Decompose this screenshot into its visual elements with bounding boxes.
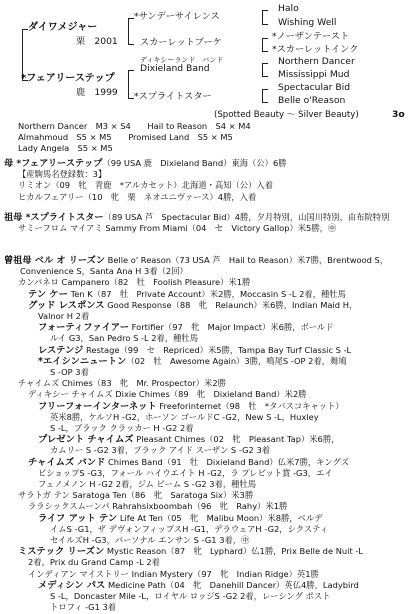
bracket-line — [262, 89, 268, 90]
dam-record-header: 【産駒馬名登録数：3】 — [18, 169, 107, 180]
family-line: Good Response（88 牝 Relaunch）米6勝，Indian Maid H， — [104, 299, 358, 310]
family-line: Medicine Path（04 牝 Danehill Dancer）英仏4勝，Ladybird — [105, 579, 359, 590]
bracket-line — [262, 24, 268, 25]
family-line: トロフィ -G1 3着 — [50, 602, 117, 613]
dam-offspring: ヒカルフェアリー（10 牝 栗 ネオユニヴァース）4勝，入着 — [18, 191, 257, 202]
family-line: サラトガ テン Saratoga Ten（86 牝 Saratoga Six）米3勝 — [18, 490, 254, 501]
ggp-8: Belle o'Reason — [278, 95, 346, 106]
family-line: （02 牡 Awesome Again）3勝，鳴尾S -OP 2着，舞鳩 — [126, 355, 347, 366]
dam-heading-detail: （99 USA 鹿 Dixieland Band）東海（公）6勝 — [102, 158, 287, 168]
family-line: ララシックスムーンパ Rahrahsixboombah（96 牝 Rahy）米1勝 — [28, 501, 288, 512]
dam-info: 鹿 1999 — [76, 87, 118, 98]
horse-name: フリーフォーインターネット — [38, 400, 157, 412]
family-line: ビショップS -G3，フォール ハイウエイト H -G2，ラ プレビット賞 -G3，エイ — [38, 467, 333, 478]
grandsire-2: Dixieland Band — [140, 63, 210, 74]
sire-name: ダイワメジャー — [28, 22, 98, 33]
family-line: インディアン マイストリー Indian Mystery（97 牝 Indian Ridge）英1勝 — [28, 568, 319, 579]
bracket-line — [128, 18, 129, 44]
family-line: Restage（99 セ Repriced）米5勝，Tampa Bay Turf Classic S -L — [83, 344, 352, 355]
horse-name: メディシン パス — [38, 579, 106, 591]
bracket-line — [262, 38, 268, 39]
sire-info: 栗 2001 — [76, 36, 118, 47]
family-line: 2着，Prix du Grand Camp -L 2着 — [28, 557, 160, 568]
bracket-line — [128, 70, 129, 98]
horse-name: プレゼント チャイムズ — [38, 434, 134, 446]
note-line: Almahmoud S5 × M5 Promised Land S5 × M5 — [18, 132, 233, 142]
bracket-line — [128, 70, 134, 71]
ggp-6: Mississippi Mud — [278, 69, 350, 80]
granddam-offspring: サミーフロム マイアミ Sammy From Miami（04 セ Victory Gallop）米5勝，㊥ — [18, 223, 337, 234]
grandsire-2-ruby: ディキシーランド バンド — [140, 56, 224, 64]
dam-heading: 母 *フェアリーステップ — [4, 158, 103, 169]
inbreeding-notes — [18, 121, 413, 154]
bracket-line — [128, 44, 134, 45]
family-line: S -L，Doncaster Mile -L，ロイヤル ロッジS -G2 2着，レーシング ポスト — [50, 591, 331, 602]
family-line: イムS -G1，ザ デヴォンフィップスH -G1，デラウェアH -G2，シクスティ — [50, 523, 328, 534]
ggp-2: Wishing Well — [278, 17, 337, 28]
note-line: Lady Angela S5 × M5 — [18, 143, 113, 153]
dam-offspring: リミオン（09 牝 青鹿 *アルカセット）北海道・高知（公）入着 — [18, 180, 273, 191]
granddam-heading-detail: （89 USA 芦 Spectacular Bid）4勝，夕月特別，山国川特別，由布院特別 — [103, 212, 390, 222]
family-line: カンパネロ Campanero（82 牡 Foolish Pleasure）米1勝 — [18, 277, 251, 288]
family-line: Mystic Reason（87 牝 Lyphard）仏1勝，Prix Belle de Nuit -L — [104, 546, 363, 557]
ggp-1: Halo — [278, 3, 299, 14]
family-line: Fortifier（97 牝 Major Impact）米6勝，ボールド — [129, 322, 334, 333]
family-line: Pleasant Chimes（02 牝 Pleasant Tap）米6勝， — [133, 434, 340, 445]
bracket-line — [262, 89, 263, 102]
horse-name: ライフ アット テン — [38, 512, 118, 524]
family-line: カムリー S -G2 3着，ブラック アイド スーザン S -G2 3着 — [50, 445, 271, 456]
horse-name: テン ケー — [28, 288, 68, 300]
granddam-1: スカーレットブーケ — [140, 37, 222, 48]
horse-name: チャイムズ バンド — [28, 456, 106, 468]
family-line: ルイ G3，San Pedro S -L 2着，種牡馬 — [50, 333, 199, 344]
bracket-line — [262, 76, 268, 77]
family-number: 3o — [392, 109, 405, 120]
horse-name: *エイシンニュートン — [38, 355, 127, 367]
bracket-line — [262, 38, 263, 51]
bracket-line — [262, 102, 268, 103]
family-line: ディキシー チャイムズ Dixie Chimes（89 牝 Dixieland Band）米2勝 — [28, 389, 307, 400]
family-line: Chimes Band（91 牡 Dixieland Band）仏米7勝，キングズ — [105, 456, 350, 467]
ggdam-heading: 曾祖母 ベル オ リーズン — [4, 255, 106, 266]
family-line: フェノメノン H -G2 2着，ジム ビーム S -G2 3着，種牡馬 — [38, 479, 257, 490]
family-line: チャイムズ Chimes（83 牝 Mr. Prospector）米2勝 — [18, 378, 226, 389]
granddam-heading: 祖母 *スプライトスター — [4, 212, 104, 223]
ggp-3: *ノーザンテースト — [272, 31, 350, 42]
ggdam-heading-detail: Belle o' Reason（73 USA 芦 Hail to Reason）米7勝，Brentwood S，Convenience S，Santa Ana H 3着（2回） — [20, 255, 389, 277]
bracket-line — [262, 51, 268, 52]
grandsire-1: *サンデーサイレンス — [134, 11, 220, 22]
horse-name: フォーティファイアー — [38, 322, 130, 334]
family-footnote: (Spotted Beauty ～ Silver Beauty) — [214, 110, 359, 120]
bracket-line — [262, 10, 268, 11]
ggp-4: *スカーレットインク — [272, 44, 359, 55]
granddam-2: *スプライトスター — [134, 91, 212, 102]
family-line: Freeforinternet（98 牡 *タバスコキャット） — [156, 400, 344, 411]
great-granddam-section — [4, 255, 412, 614]
family-line: Valnor H 2着 — [38, 311, 90, 322]
bracket-line — [262, 10, 263, 24]
family-line: セイルズH -G3，パーソナル エンサン S -G1 3着，㊥ — [50, 535, 250, 546]
horse-name: レステンジ — [38, 344, 84, 356]
family-line: Ten K（87 牡 Private Account）米2勝，Moccasin S -L 2着，種牡馬 — [67, 288, 346, 299]
horse-name: ミステック リーズン — [18, 546, 105, 558]
horse-name: グッド レスポンス — [28, 299, 105, 311]
family-line: S -OP 3着 — [50, 367, 89, 378]
bracket-line — [262, 63, 268, 64]
dam-name: *フェアリーステップ — [21, 73, 115, 84]
ggp-7: Spectacular Bid — [278, 82, 351, 93]
family-line: Life At Ten（05 牝 Malibu Moon）米8勝，ベルデ — [117, 512, 323, 523]
granddam-section — [4, 212, 412, 234]
family-line: S -L，ブラック クラッカー H -G2 2着 — [50, 423, 194, 434]
bracket-line — [262, 63, 263, 76]
ggp-5: Northern Dancer — [278, 56, 355, 67]
note-line: Northern Dancer M3 × S4 Hail to Reason S4 × M4 — [18, 121, 251, 131]
family-line: 英米8勝，ケルソH -G2，ホーソン ゴールドC -G2，New S -L，Huxley — [50, 411, 319, 422]
dam-section — [4, 158, 412, 203]
